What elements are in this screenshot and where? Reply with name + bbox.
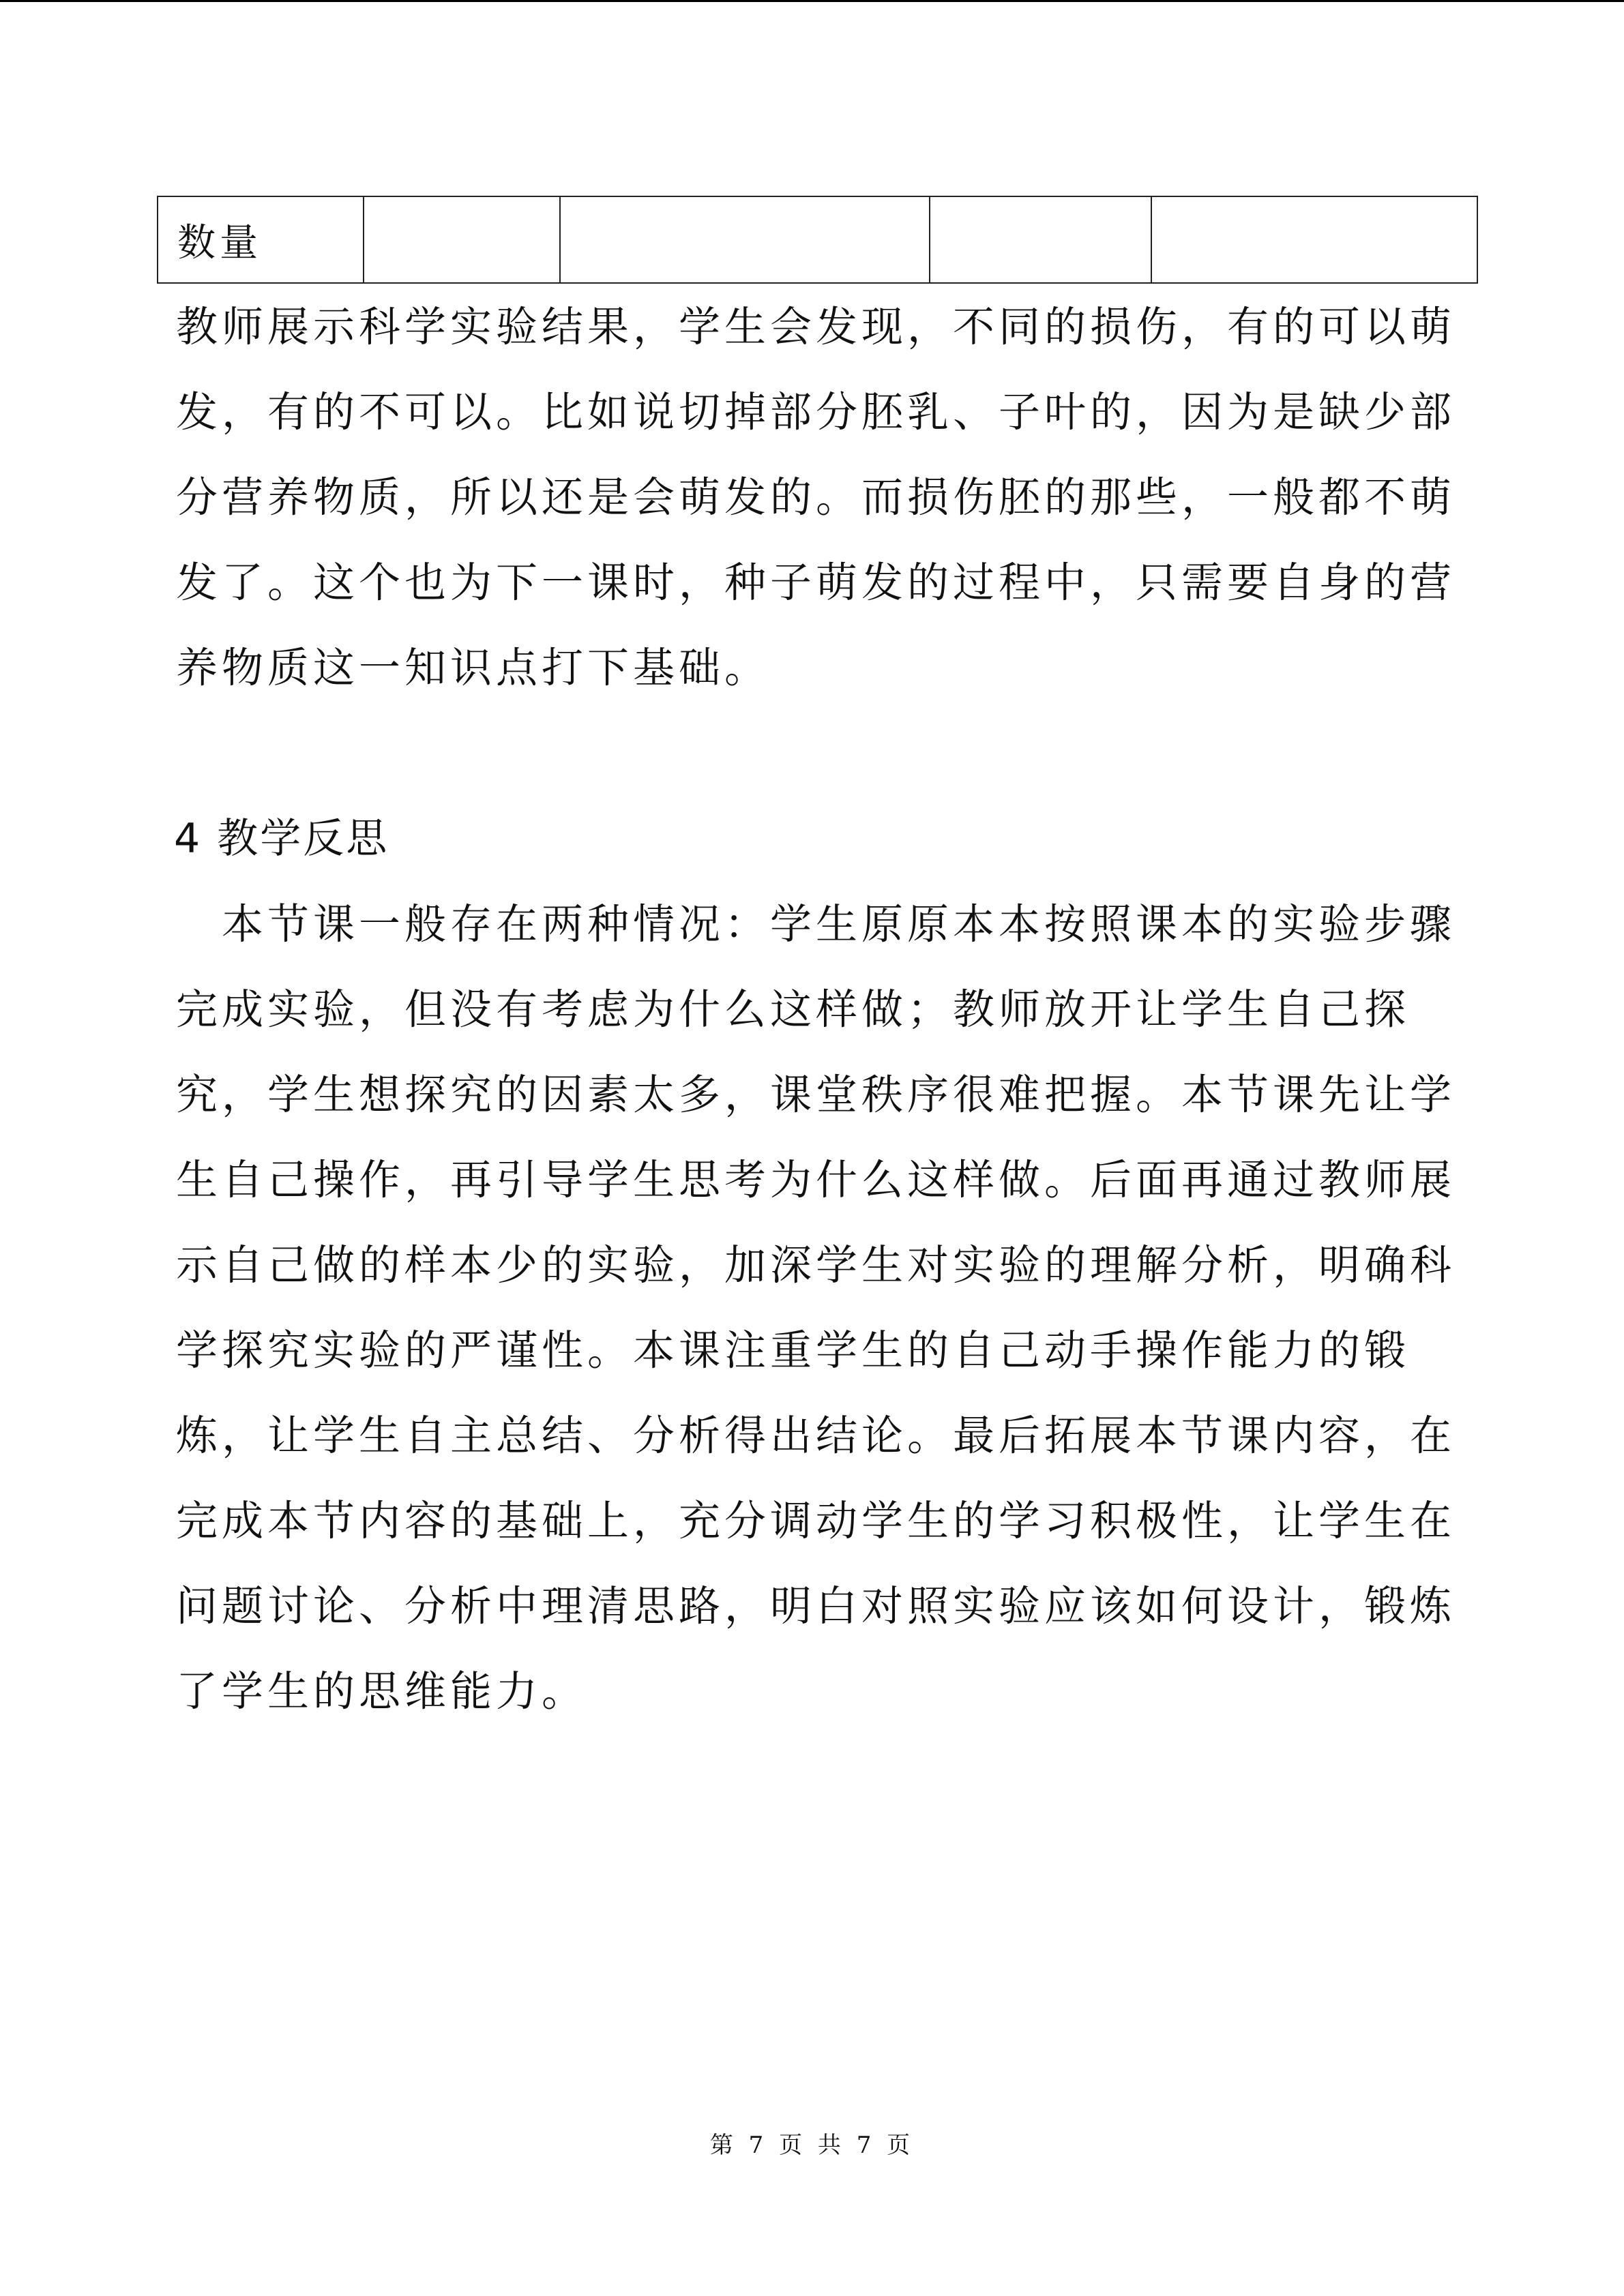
paragraph-line: 养物质这一知识点打下基础。 <box>176 644 771 692</box>
data-table <box>157 196 1478 284</box>
result-paragraph <box>176 284 1456 711</box>
paragraph-line: 示自己做的样本少的实验，加深学生对实验的理解分析，明确科 <box>176 1241 1456 1289</box>
table-cell <box>364 196 560 283</box>
section-heading: 4 教学反思 <box>174 815 389 863</box>
page-top-border <box>0 0 1624 2</box>
table-cell <box>930 196 1151 283</box>
paragraph-line: 问题讨论、分析中理清思路，明白对照实验应该如何设计，锻炼 <box>176 1582 1456 1630</box>
paragraph-line: 分营养物质，所以还是会萌发的。而损伤胚的那些，一般都不萌 <box>176 473 1456 522</box>
table-cell <box>1151 196 1477 283</box>
paragraph-line: 发了。这个也为下一课时，种子萌发的过程中，只需要自身的营 <box>176 558 1456 607</box>
table-row <box>158 196 1477 283</box>
reflection-paragraph <box>176 882 1456 1734</box>
paragraph-line: 完成本节内容的基础上，充分调动学生的学习积极性，让学生在 <box>176 1497 1456 1545</box>
paragraph-line: 发，有的不可以。比如说切掉部分胚乳、子叶的，因为是缺少部 <box>176 388 1456 436</box>
table-row-label: 数量 <box>158 196 364 283</box>
paragraph-line: 学探究实验的严谨性。本课注重学生的自己动手操作能力的锻 <box>176 1326 1411 1375</box>
paragraph-line: 完成实验，但没有考虑为什么这样做；教师放开让学生自己探 <box>176 985 1411 1034</box>
table-cell <box>560 196 930 283</box>
paragraph-line: 炼，让学生自主总结、分析得出结论。最后拓展本节课内容，在 <box>176 1412 1456 1460</box>
paragraph-line: 究，学生想探究的因素太多，课堂秩序很难把握。本节课先让学 <box>176 1071 1456 1119</box>
page-number: 第 7 页 共 7 页 <box>709 2132 915 2159</box>
paragraph-line: 了学生的思维能力。 <box>176 1667 588 1716</box>
paragraph-line: 生自己操作，再引导学生思考为什么这样做。后面再通过教师展 <box>176 1156 1456 1204</box>
paragraph-line: 教师展示科学实验结果，学生会发现，不同的损伤，有的可以萌 <box>176 303 1456 351</box>
paragraph-line: 本节课一般存在两种情况：学生原原本本按照课本的实验步骤 <box>176 900 1456 949</box>
